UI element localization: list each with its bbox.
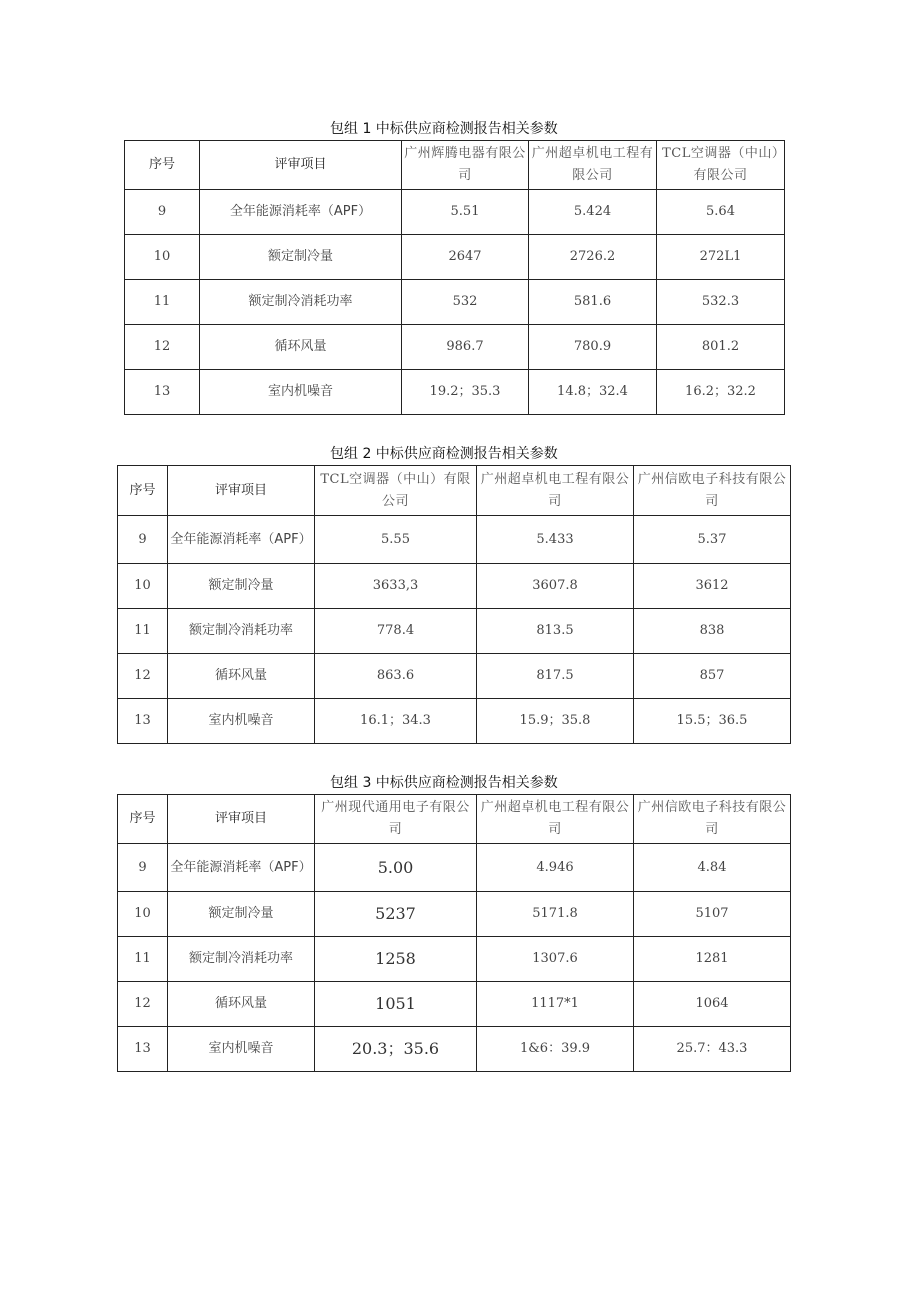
cell-value: 780.9: [529, 325, 657, 370]
cell-item: 额定制冷量: [168, 564, 315, 609]
cell-value: 5.00: [315, 844, 477, 892]
header-vendor: TCL空调器（中山）有限公司: [315, 466, 477, 516]
cell-item: 全年能源消耗率（APF）: [168, 516, 315, 564]
cell-item: 全年能源消耗率（APF）: [200, 190, 402, 235]
table-row: [118, 564, 791, 609]
cell-value: 5237: [315, 892, 477, 937]
header-vendor: 广州辉腾电器有限公司: [402, 141, 529, 190]
header-vendor: 广州超卓机电工程有限公司: [477, 795, 634, 844]
cell-item: 额定制冷量: [168, 892, 315, 937]
cell-item: 室内机噪音: [168, 1027, 315, 1072]
header-index: 序号: [125, 141, 200, 190]
table-row: [118, 609, 791, 654]
cell-index: 9: [118, 516, 168, 564]
header-index: 序号: [118, 795, 168, 844]
cell-index: 12: [118, 982, 168, 1027]
cell-item: 额定制冷消耗功率: [168, 937, 315, 982]
cell-value: 1307.6: [477, 937, 634, 982]
cell-index: 12: [125, 325, 200, 370]
cell-value: 20.3；35.6: [315, 1027, 477, 1072]
cell-value: 1&6：39.9: [477, 1027, 634, 1072]
header-item: 评审项目: [168, 466, 315, 516]
header-vendor: 广州信欧电子科技有限公司: [634, 466, 791, 516]
table-row: [125, 190, 785, 235]
table-row: [118, 892, 791, 937]
table-1-caption: 包组 1 中标供应商检测报告相关参数: [330, 121, 558, 137]
cell-value: 778.4: [315, 609, 477, 654]
header-item: 评审项目: [168, 795, 315, 844]
cell-value: 801.2: [657, 325, 785, 370]
cell-item: 额定制冷量: [200, 235, 402, 280]
cell-item: 循环风量: [168, 654, 315, 699]
cell-value: 272L1: [657, 235, 785, 280]
cell-index: 10: [125, 235, 200, 280]
cell-index: 9: [118, 844, 168, 892]
cell-value: 1281: [634, 937, 791, 982]
cell-value: 863.6: [315, 654, 477, 699]
cell-value: 1064: [634, 982, 791, 1027]
cell-value: 5107: [634, 892, 791, 937]
cell-value: 986.7: [402, 325, 529, 370]
table-2: [117, 465, 791, 744]
header-vendor: TCL空调器（中山）有限公司: [657, 141, 785, 190]
cell-value: 5.64: [657, 190, 785, 235]
cell-index: 11: [118, 937, 168, 982]
cell-item: 循环风量: [200, 325, 402, 370]
table-header-row: [118, 795, 791, 844]
header-item: 评审项目: [200, 141, 402, 190]
table-row: [118, 699, 791, 744]
header-vendor: 广州信欧电子科技有限公司: [634, 795, 791, 844]
cell-value: 16.2；32.2: [657, 370, 785, 415]
cell-index: 10: [118, 892, 168, 937]
cell-value: 3612: [634, 564, 791, 609]
table-3-caption: 包组 3 中标供应商检测报告相关参数: [330, 775, 558, 791]
cell-value: 857: [634, 654, 791, 699]
cell-value: 3633,3: [315, 564, 477, 609]
cell-item: 室内机噪音: [168, 699, 315, 744]
table-row: [125, 325, 785, 370]
table-row: [118, 982, 791, 1027]
cell-index: 11: [125, 280, 200, 325]
table-row: [118, 654, 791, 699]
cell-value: 4.946: [477, 844, 634, 892]
cell-value: 5.51: [402, 190, 529, 235]
cell-value: 4.84: [634, 844, 791, 892]
cell-value: 1258: [315, 937, 477, 982]
cell-value: 5.37: [634, 516, 791, 564]
cell-value: 1117*1: [477, 982, 634, 1027]
cell-value: 3607.8: [477, 564, 634, 609]
table-header-row: [118, 466, 791, 516]
cell-value: 25.7：43.3: [634, 1027, 791, 1072]
cell-value: 5.424: [529, 190, 657, 235]
cell-value: 813.5: [477, 609, 634, 654]
cell-item: 额定制冷消耗功率: [168, 609, 315, 654]
cell-value: 15.9；35.8: [477, 699, 634, 744]
cell-index: 13: [118, 1027, 168, 1072]
cell-value: 14.8；32.4: [529, 370, 657, 415]
cell-index: 11: [118, 609, 168, 654]
header-vendor: 广州现代通用电子有限公司: [315, 795, 477, 844]
cell-value: 581.6: [529, 280, 657, 325]
table-row: [125, 235, 785, 280]
cell-value: 532.3: [657, 280, 785, 325]
cell-index: 9: [125, 190, 200, 235]
cell-value: 5.433: [477, 516, 634, 564]
header-index: 序号: [118, 466, 168, 516]
cell-value: 5171.8: [477, 892, 634, 937]
cell-value: 532: [402, 280, 529, 325]
cell-value: 16.1；34.3: [315, 699, 477, 744]
header-vendor: 广州超卓机电工程有限公司: [477, 466, 634, 516]
cell-value: 19.2；35.3: [402, 370, 529, 415]
cell-index: 10: [118, 564, 168, 609]
table-row: [118, 844, 791, 892]
cell-item: 额定制冷消耗功率: [200, 280, 402, 325]
header-vendor: 广州超卓机电工程有限公司: [529, 141, 657, 190]
table-row: [125, 370, 785, 415]
table-header-row: [125, 141, 785, 190]
table-row: [118, 516, 791, 564]
table-3: [117, 794, 791, 1072]
cell-item: 室内机噪音: [200, 370, 402, 415]
cell-value: 2726.2: [529, 235, 657, 280]
cell-index: 13: [125, 370, 200, 415]
table-2-caption: 包组 2 中标供应商检测报告相关参数: [330, 446, 558, 462]
cell-item: 循环风量: [168, 982, 315, 1027]
table-row: [125, 280, 785, 325]
cell-index: 13: [118, 699, 168, 744]
cell-value: 817.5: [477, 654, 634, 699]
table-row: [118, 1027, 791, 1072]
table-1: [124, 140, 785, 415]
cell-value: 838: [634, 609, 791, 654]
cell-value: 2647: [402, 235, 529, 280]
cell-value: 1051: [315, 982, 477, 1027]
cell-value: 15.5；36.5: [634, 699, 791, 744]
cell-item: 全年能源消耗率（APF）: [168, 844, 315, 892]
table-row: [118, 937, 791, 982]
cell-index: 12: [118, 654, 168, 699]
cell-value: 5.55: [315, 516, 477, 564]
